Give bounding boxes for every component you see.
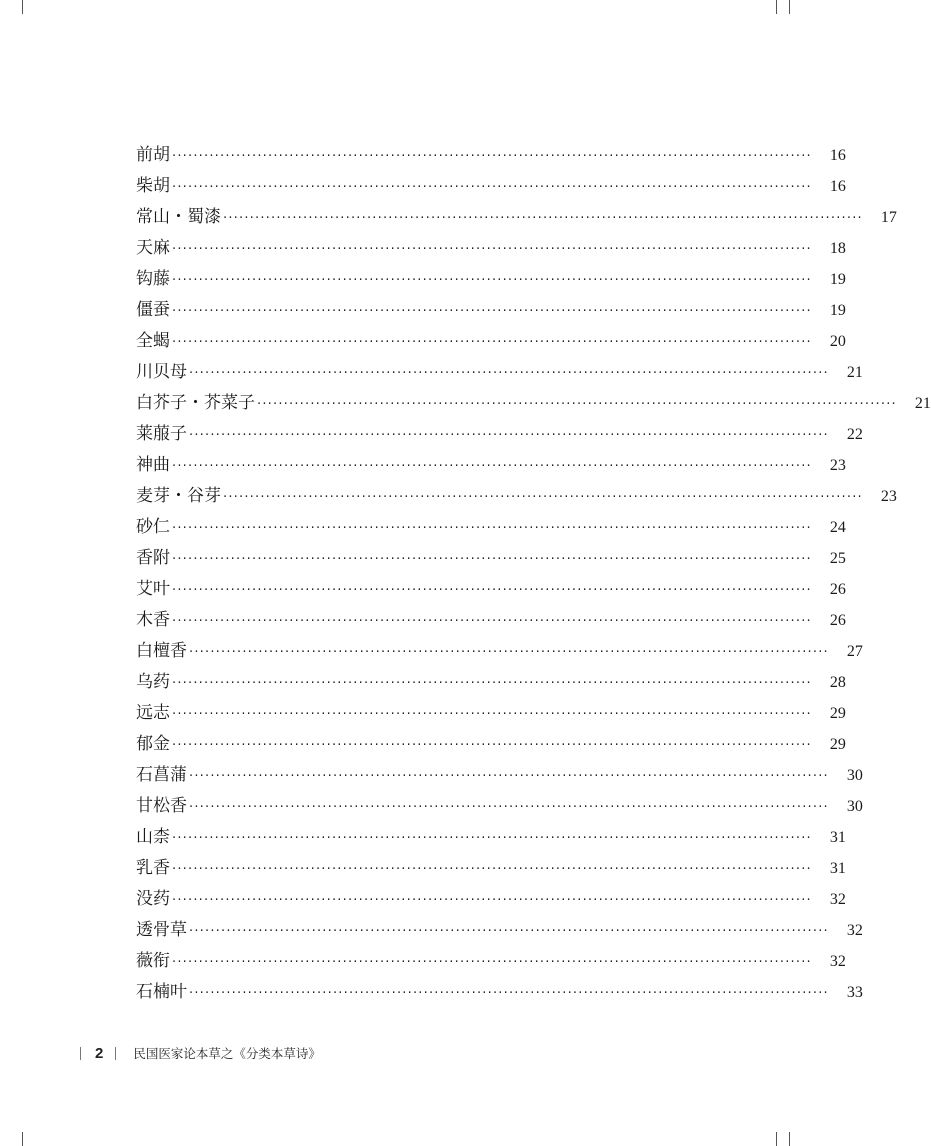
toc-leader-dots: ························································································································ <box>172 738 812 753</box>
toc-entry-page: 17 <box>880 209 897 226</box>
toc-entry-page: 22 <box>846 426 863 443</box>
toc-entry-page: 26 <box>829 581 846 598</box>
toc-entry[interactable] <box>136 729 846 760</box>
toc-entry[interactable] <box>136 636 863 667</box>
toc-entry[interactable] <box>136 667 846 698</box>
toc-entry-page: 21 <box>914 395 931 412</box>
toc-entry-title: 山柰 <box>136 827 170 847</box>
toc-entry-title: 天麻 <box>136 238 170 258</box>
toc-leader-dots: ························································································································ <box>172 676 812 691</box>
toc-leader-dots: ························································································································ <box>172 552 812 567</box>
toc-entry[interactable] <box>136 574 846 605</box>
toc-leader-dots: ························································································································ <box>172 614 812 629</box>
toc-entry-page: 31 <box>829 829 846 846</box>
crop-mark <box>776 0 777 14</box>
toc-entry[interactable] <box>136 419 863 450</box>
toc-entry[interactable] <box>136 171 846 202</box>
toc-entry-page: 26 <box>829 612 846 629</box>
page-footer <box>80 1044 321 1062</box>
toc-entry-page: 27 <box>846 643 863 660</box>
crop-mark <box>789 1132 790 1146</box>
toc-leader-dots: ························································································································ <box>172 273 812 288</box>
crop-mark <box>22 1132 23 1146</box>
toc-leader-dots: ························································································································ <box>172 831 812 846</box>
toc-entry-title: 没药 <box>136 889 170 909</box>
toc-entry[interactable] <box>136 295 846 326</box>
toc-entry-title: 柴胡 <box>136 176 170 196</box>
toc-leader-dots: ························································································································ <box>189 366 829 381</box>
toc-entry-title: 白芥子・芥菜子 <box>136 393 255 413</box>
toc-entry-title: 石楠叶 <box>136 982 187 1002</box>
toc-entry[interactable] <box>136 357 863 388</box>
toc-entry-title: 砂仁 <box>136 517 170 537</box>
toc-entry[interactable] <box>136 915 863 946</box>
toc-entry-page: 20 <box>829 333 846 350</box>
toc-entry-page: 28 <box>829 674 846 691</box>
toc-entry-title: 艾叶 <box>136 579 170 599</box>
toc-entry[interactable] <box>136 946 846 977</box>
toc-entry[interactable] <box>136 233 846 264</box>
toc-entry-page: 25 <box>829 550 846 567</box>
toc-entry-title: 神曲 <box>136 455 170 475</box>
toc-leader-dots: ························································································································ <box>189 769 829 784</box>
toc-entry-title: 香附 <box>136 548 170 568</box>
toc-entry-title: 白檀香 <box>136 641 187 661</box>
toc-entry-page: 29 <box>829 705 846 722</box>
toc-entry-title: 乳香 <box>136 858 170 878</box>
toc-entry[interactable] <box>136 884 846 915</box>
toc-entry-page: 23 <box>829 457 846 474</box>
toc-leader-dots: ························································································································ <box>172 893 812 908</box>
toc-leader-dots: ························································································································ <box>172 862 812 877</box>
table-of-contents <box>136 140 931 1008</box>
crop-mark <box>776 1132 777 1146</box>
toc-entry[interactable] <box>136 698 846 729</box>
toc-leader-dots: ························································································································ <box>257 397 897 412</box>
toc-entry-page: 33 <box>846 984 863 1001</box>
toc-leader-dots: ························································································································ <box>223 211 863 226</box>
toc-entry-title: 钩藤 <box>136 269 170 289</box>
toc-entry-page: 23 <box>880 488 897 505</box>
toc-entry-title: 常山・蜀漆 <box>136 207 221 227</box>
toc-entry-page: 31 <box>829 860 846 877</box>
toc-entry-title: 郁金 <box>136 734 170 754</box>
toc-entry[interactable] <box>136 450 846 481</box>
toc-entry[interactable] <box>136 791 863 822</box>
toc-leader-dots: ························································································································ <box>189 924 829 939</box>
toc-entry[interactable] <box>136 140 846 171</box>
toc-entry[interactable] <box>136 202 897 233</box>
toc-entry-title: 透骨草 <box>136 920 187 940</box>
toc-entry-page: 30 <box>846 767 863 784</box>
toc-entry[interactable] <box>136 853 846 884</box>
toc-leader-dots: ························································································································ <box>172 304 812 319</box>
toc-entry-page: 19 <box>829 271 846 288</box>
toc-entry-title: 远志 <box>136 703 170 723</box>
toc-entry[interactable] <box>136 760 863 791</box>
toc-entry-page: 18 <box>829 240 846 257</box>
toc-leader-dots: ························································································································ <box>172 521 812 536</box>
toc-entry-title: 僵蚕 <box>136 300 170 320</box>
toc-entry[interactable] <box>136 605 846 636</box>
toc-leader-dots: ························································································································ <box>172 242 812 257</box>
toc-leader-dots: ························································································································ <box>189 428 829 443</box>
toc-leader-dots: ························································································································ <box>189 800 829 815</box>
toc-entry[interactable] <box>136 512 846 543</box>
toc-entry-page: 29 <box>829 736 846 753</box>
footer-divider <box>115 1047 116 1060</box>
toc-entry-page: 24 <box>829 519 846 536</box>
toc-leader-dots: ························································································································ <box>223 490 863 505</box>
toc-leader-dots: ························································································································ <box>189 645 829 660</box>
toc-entry[interactable] <box>136 388 931 419</box>
toc-entry-title: 前胡 <box>136 145 170 165</box>
footer-book-title: 民国医家论本草之《分类本草诗》 <box>133 1046 321 1061</box>
toc-entry-title: 麦芽・谷芽 <box>136 486 221 506</box>
toc-entry-title: 甘松香 <box>136 796 187 816</box>
toc-entry-title: 木香 <box>136 610 170 630</box>
toc-entry-page: 32 <box>829 891 846 908</box>
toc-leader-dots: ························································································································ <box>172 955 812 970</box>
toc-entry[interactable] <box>136 326 846 357</box>
toc-entry-title: 薇衔 <box>136 951 170 971</box>
toc-entry-page: 21 <box>846 364 863 381</box>
toc-entry-title: 川贝母 <box>136 362 187 382</box>
toc-leader-dots: ························································································································ <box>172 707 812 722</box>
toc-entry[interactable] <box>136 822 846 853</box>
toc-leader-dots: ························································································································ <box>172 335 812 350</box>
toc-entry-title: 莱菔子 <box>136 424 187 444</box>
toc-entry-page: 16 <box>829 178 846 195</box>
toc-leader-dots: ························································································································ <box>172 459 812 474</box>
toc-entry[interactable] <box>136 543 846 574</box>
crop-mark <box>789 0 790 14</box>
footer-divider <box>80 1047 81 1060</box>
toc-leader-dots: ························································································································ <box>189 986 829 1001</box>
toc-entry-page: 30 <box>846 798 863 815</box>
toc-entry-title: 石菖蒲 <box>136 765 187 785</box>
toc-entry[interactable] <box>136 481 897 512</box>
toc-entry[interactable] <box>136 977 863 1008</box>
toc-entry-page: 19 <box>829 302 846 319</box>
crop-mark <box>22 0 23 14</box>
footer-page-number: 2 <box>95 1044 104 1062</box>
toc-entry-title: 全蝎 <box>136 331 170 351</box>
toc-leader-dots: ························································································································ <box>172 583 812 598</box>
toc-leader-dots: ························································································································ <box>172 180 812 195</box>
toc-entry-page: 32 <box>846 922 863 939</box>
toc-entry-title: 乌药 <box>136 672 170 692</box>
toc-entry-page: 16 <box>829 147 846 164</box>
toc-entry[interactable] <box>136 264 846 295</box>
toc-entry-page: 32 <box>829 953 846 970</box>
toc-leader-dots: ························································································································ <box>172 149 812 164</box>
